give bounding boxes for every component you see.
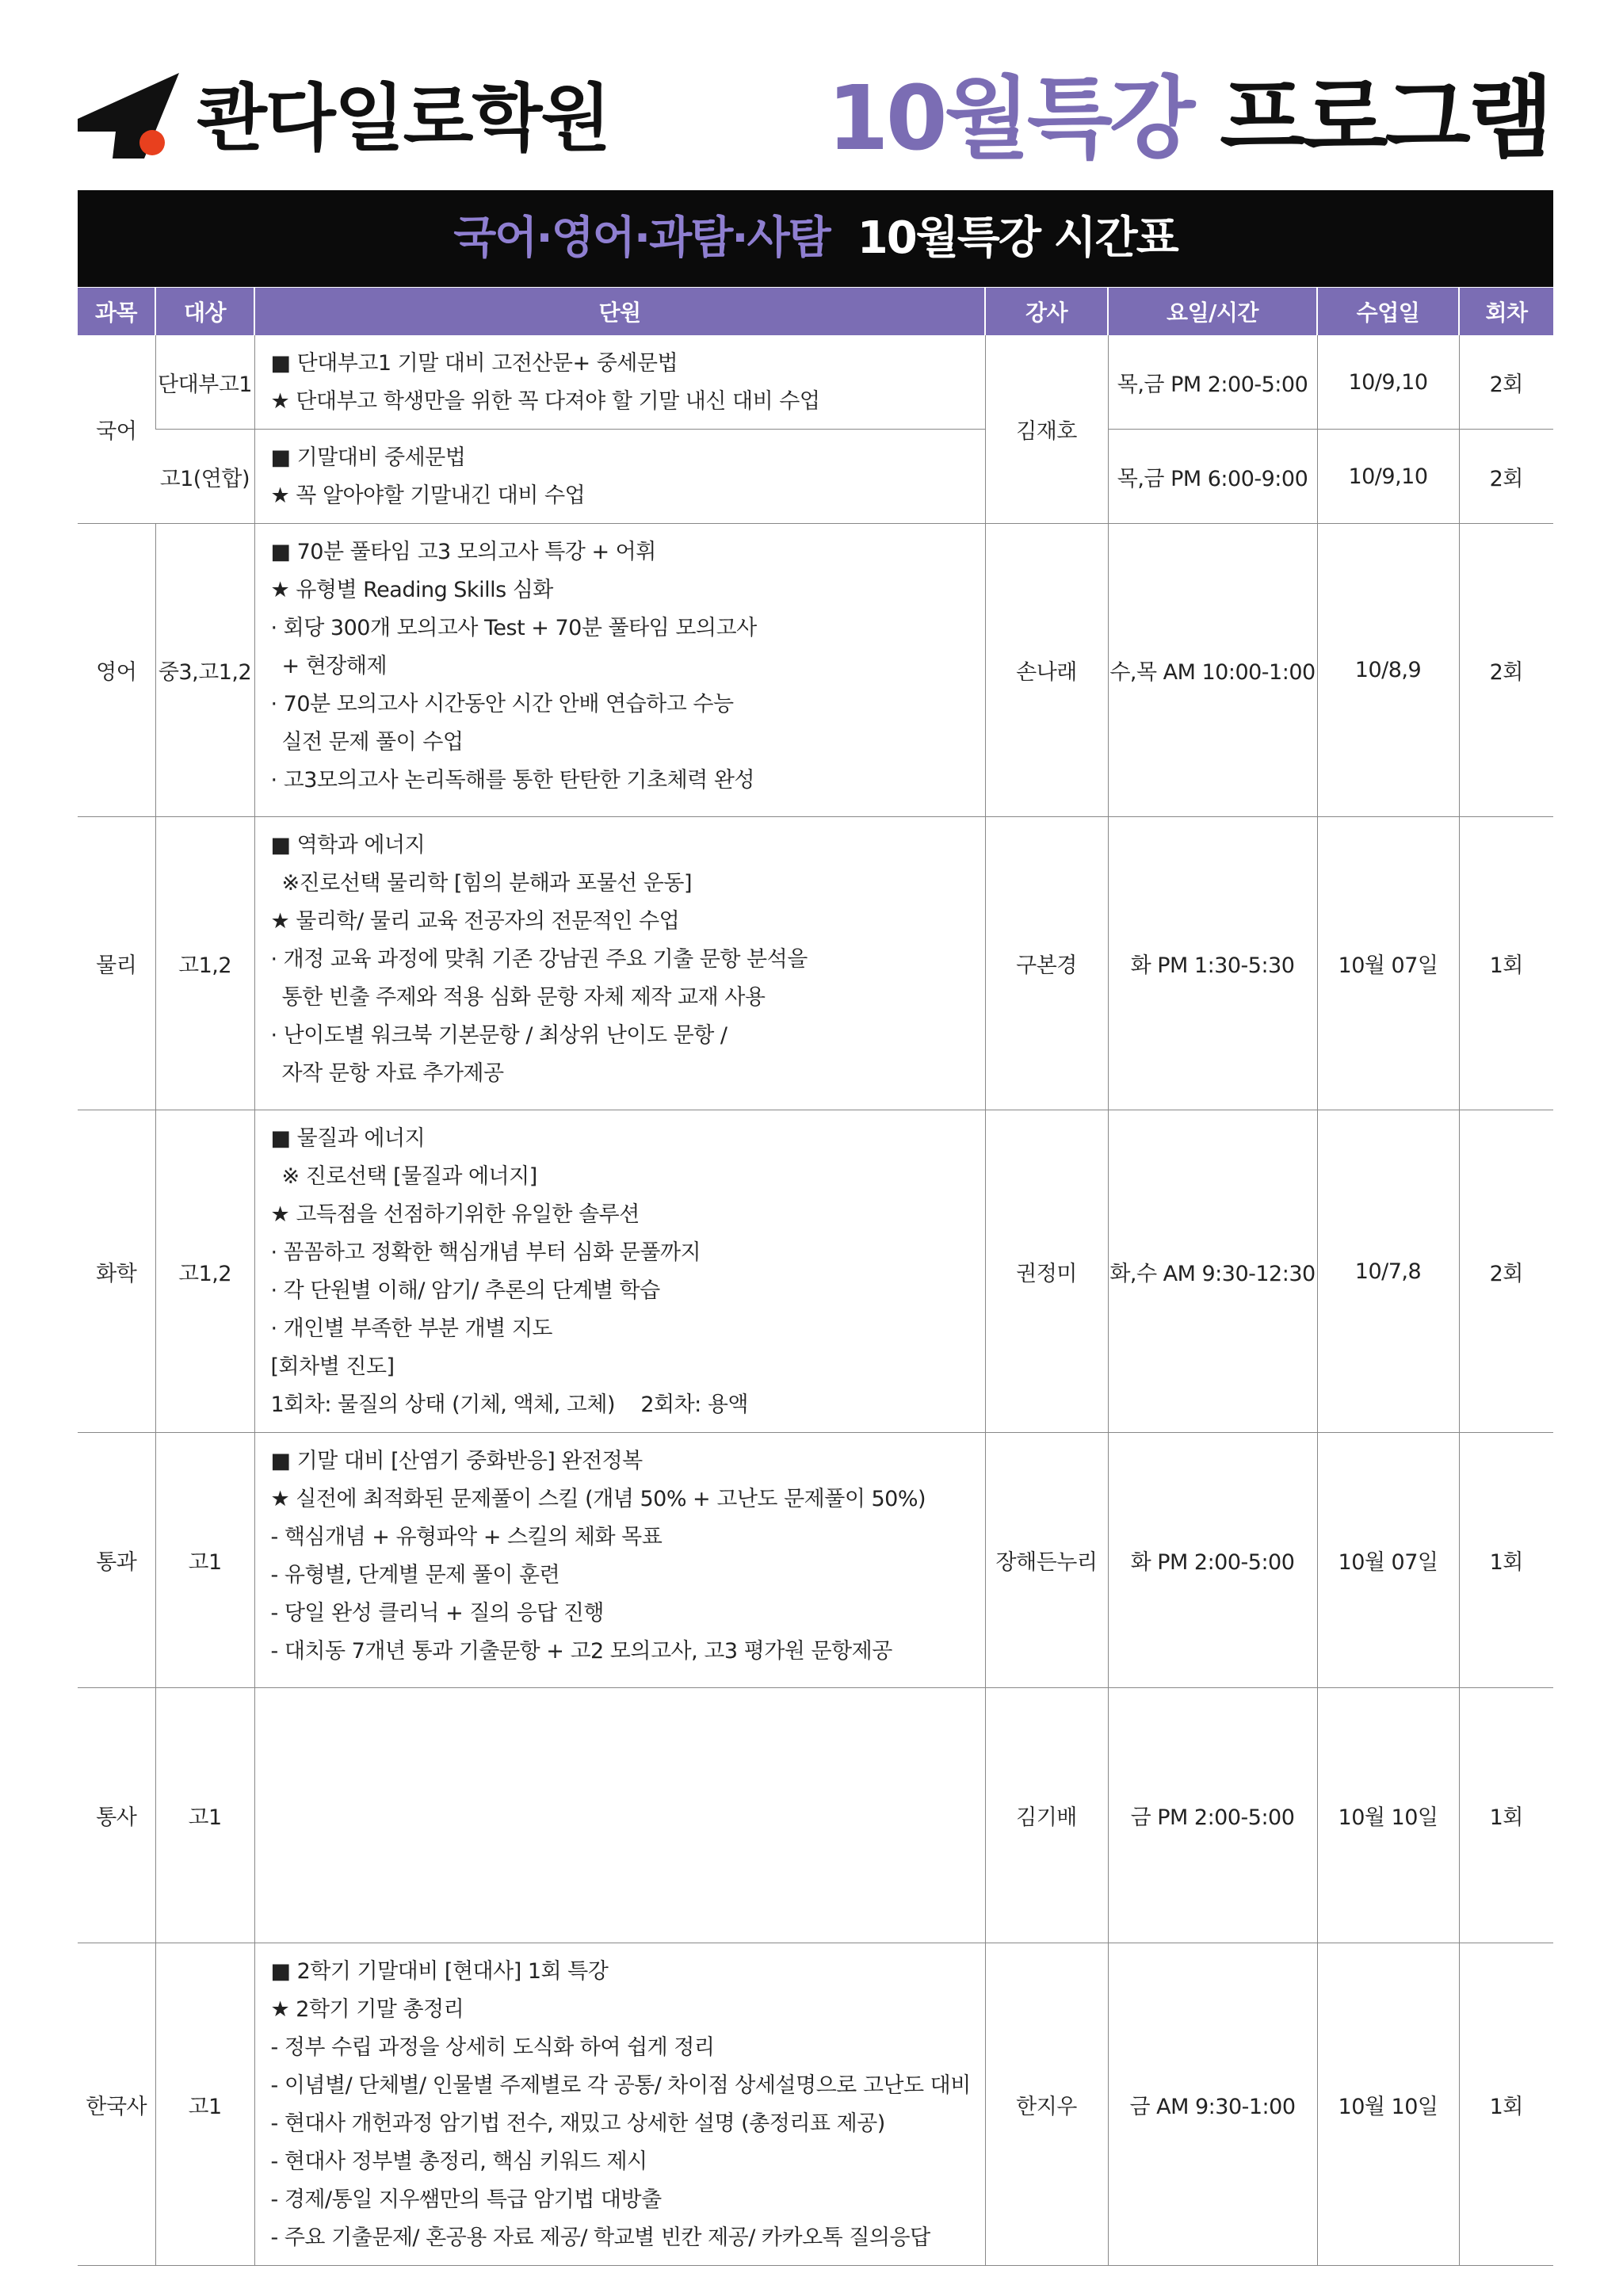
cell-subject: 화학 [78, 1110, 155, 1433]
cell-date: 10월 10일 [1317, 1943, 1459, 2266]
cell-date: 10/7,8 [1317, 1110, 1459, 1433]
cell-time: 화,수 AM 9:30-12:30 [1108, 1110, 1317, 1433]
cell-time: 목,금 PM 6:00-9:00 [1108, 430, 1317, 524]
cell-date: 10/9,10 [1317, 335, 1459, 430]
cell-unit: ■ 단대부고1 기말 대비 고전산문+ 중세문법 ★ 단대부고 학생만을 위한 꼭 다져야 할 기말 내신 대비 수업 [254, 335, 985, 430]
cell-sessions: 2회 [1459, 1110, 1553, 1433]
program-title-main: 프로그램 [1220, 67, 1550, 170]
cell-subject: 물리 [78, 817, 155, 1110]
col-header-unit: 단원 [254, 288, 985, 335]
academy-logo-icon [78, 73, 181, 160]
page-header [78, 67, 1550, 170]
cell-time: 금 PM 2:00-5:00 [1108, 1688, 1317, 1943]
cell-teacher: 손나래 [985, 524, 1108, 817]
cell-teacher: 권정미 [985, 1110, 1108, 1433]
cell-subject: 통사 [78, 1688, 155, 1943]
cell-sessions: 2회 [1459, 430, 1553, 524]
academy-name: 콴다일로학원 [197, 76, 610, 161]
table-row [78, 1433, 1553, 1688]
table-row [78, 817, 1553, 1110]
timetable-banner [78, 190, 1553, 287]
cell-target: 중3,고1,2 [155, 524, 254, 817]
cell-time: 화 PM 1:30-5:30 [1108, 817, 1317, 1110]
cell-target: 고1,2 [155, 817, 254, 1110]
cell-sessions: 1회 [1459, 817, 1553, 1110]
table-row [78, 1943, 1553, 2266]
col-header-sessions: 회차 [1459, 288, 1553, 335]
cell-teacher: 김재호 [985, 335, 1108, 524]
cell-unit: ■ 기말대비 중세문법 ★ 꼭 알아야할 기말내긴 대비 수업 [254, 430, 985, 524]
cell-sessions: 2회 [1459, 524, 1553, 817]
cell-date: 10월 07일 [1317, 1433, 1459, 1688]
cell-target: 고1(연합) [155, 430, 254, 524]
header-row [78, 288, 1553, 335]
cell-unit: ■ 역학과 에너지 ※진로선택 물리학 [힘의 분해과 포물선 운동] ★ 물리학/ 물리 교육 전공자의 전문적인 수업 · 개정 교육 과정에 맞춰 기존 강남권 주요 기출 문항 분석을 통한 빈출 주제와 적용 심화 문항 자체 제작 교재 사용 · 난이도별 워크북 기본문항 / 최상위 난이도 문항 / 자작 문항 자료 추가제공 [254, 817, 985, 1110]
cell-unit: ■ 2학기 기말대비 [현대사] 1회 특강 ★ 2학기 기말 총정리 - 정부 수립 과정을 상세히 도식화 하여 쉽게 정리 - 이념별/ 단체별/ 인물별 주제별로 각 공통/ 차이점 상세설명으로 고난도 대비 - 현대사 개헌과정 암기법 전수, 재밌고 상세한 설명 (총정리표 제공) - 현대사 정부별 총정리, 핵심 키워드 제시 - 경제/통일 지우쌤만의 특급 암기법 대방출 - 주요 기출문제/ 혼공용 자료 제공/ 학교별 빈칸 제공/ 카카오톡 질의응답 [254, 1943, 985, 2266]
cell-target: 단대부고1 [155, 335, 254, 430]
cell-sessions: 1회 [1459, 1433, 1553, 1688]
cell-unit: ■ 기말 대비 [산염기 중화반응] 완전정복 ★ 실전에 최적화된 문제풀이 스킬 (개념 50% + 고난도 문제풀이 50%) - 핵심개념 + 유형파악 + 스킬의 체화 목표 - 유형별, 단계별 문제 풀이 훈련 - 당일 완성 클리닉 + 질의 응답 진행 - 대치동 7개년 통과 기출문항 + 고2 모의고사, 고3 평가원 문항제공 [254, 1433, 985, 1688]
cell-date: 10월 07일 [1317, 817, 1459, 1110]
cell-time: 화 PM 2:00-5:00 [1108, 1433, 1317, 1688]
cell-subject: 통과 [78, 1433, 155, 1688]
cell-date: 10/9,10 [1317, 430, 1459, 524]
col-header-date: 수업일 [1317, 288, 1459, 335]
cell-sessions: 1회 [1459, 1943, 1553, 2266]
banner-title: 10월특강 시간표 [857, 212, 1178, 264]
cell-unit: ■ 물질과 에너지 ※ 진로선택 [물질과 에너지] ★ 고득점을 선점하기위한 유일한 솔루션 · 꼼꼼하고 정확한 핵심개념 부터 심화 문풀까지 · 각 단원별 이해/ 암기/ 추론의 단계별 학습 · 개인별 부족한 부분 개별 지도 [회차별 진도] 1회차: 물질의 상태 (기체, 액체, 고체) 2회차: 용액 [254, 1110, 985, 1433]
table-row [78, 1110, 1553, 1433]
cell-teacher: 장해든누리 [985, 1433, 1108, 1688]
col-header-target: 대상 [155, 288, 254, 335]
cell-teacher: 한지우 [985, 1943, 1108, 2266]
cell-time: 수,목 AM 10:00-1:00 [1108, 524, 1317, 817]
cell-teacher: 김기배 [985, 1688, 1108, 1943]
cell-target: 고1 [155, 1688, 254, 1943]
cell-target: 고1 [155, 1433, 254, 1688]
cell-date: 10/8,9 [1317, 524, 1459, 817]
cell-subject: 국어 [78, 335, 155, 524]
cell-unit: ■ 70분 풀타임 고3 모의고사 특강 + 어휘 ★ 유형별 Reading Skills 심화 · 회당 300개 모의고사 Test + 70분 풀타임 모의고사 + 현장해제 · 70분 모의고사 시간동안 시간 안배 연습하고 수능 실전 문제 풀이 수업 · 고3모의고사 논리독해를 통한 탄탄한 기초체력 완성 [254, 524, 985, 817]
col-header-time: 요일/시간 [1108, 288, 1317, 335]
banner-subjects: 국어·영어·과탐·사탐 [453, 212, 830, 264]
table-row [78, 524, 1553, 817]
table-row [78, 335, 1553, 430]
col-header-teacher: 강사 [985, 288, 1108, 335]
cell-teacher: 구본경 [985, 817, 1108, 1110]
cell-time: 금 AM 9:30-1:00 [1108, 1943, 1317, 2266]
table-row [78, 430, 1553, 524]
cell-subject: 영어 [78, 524, 155, 817]
cell-date: 10월 10일 [1317, 1688, 1459, 1943]
program-title [827, 67, 1550, 170]
cell-time: 목,금 PM 2:00-5:00 [1108, 335, 1317, 430]
cell-subject: 한국사 [78, 1943, 155, 2266]
table-row [78, 1688, 1553, 1943]
cell-unit [254, 1688, 985, 1943]
timetable [78, 288, 1553, 2266]
program-title-accent: 10월특강 [827, 67, 1193, 170]
col-header-subject: 과목 [78, 288, 155, 335]
cell-sessions: 1회 [1459, 1688, 1553, 1943]
cell-target: 고1 [155, 1943, 254, 2266]
cell-sessions: 2회 [1459, 335, 1553, 430]
cell-target: 고1,2 [155, 1110, 254, 1433]
